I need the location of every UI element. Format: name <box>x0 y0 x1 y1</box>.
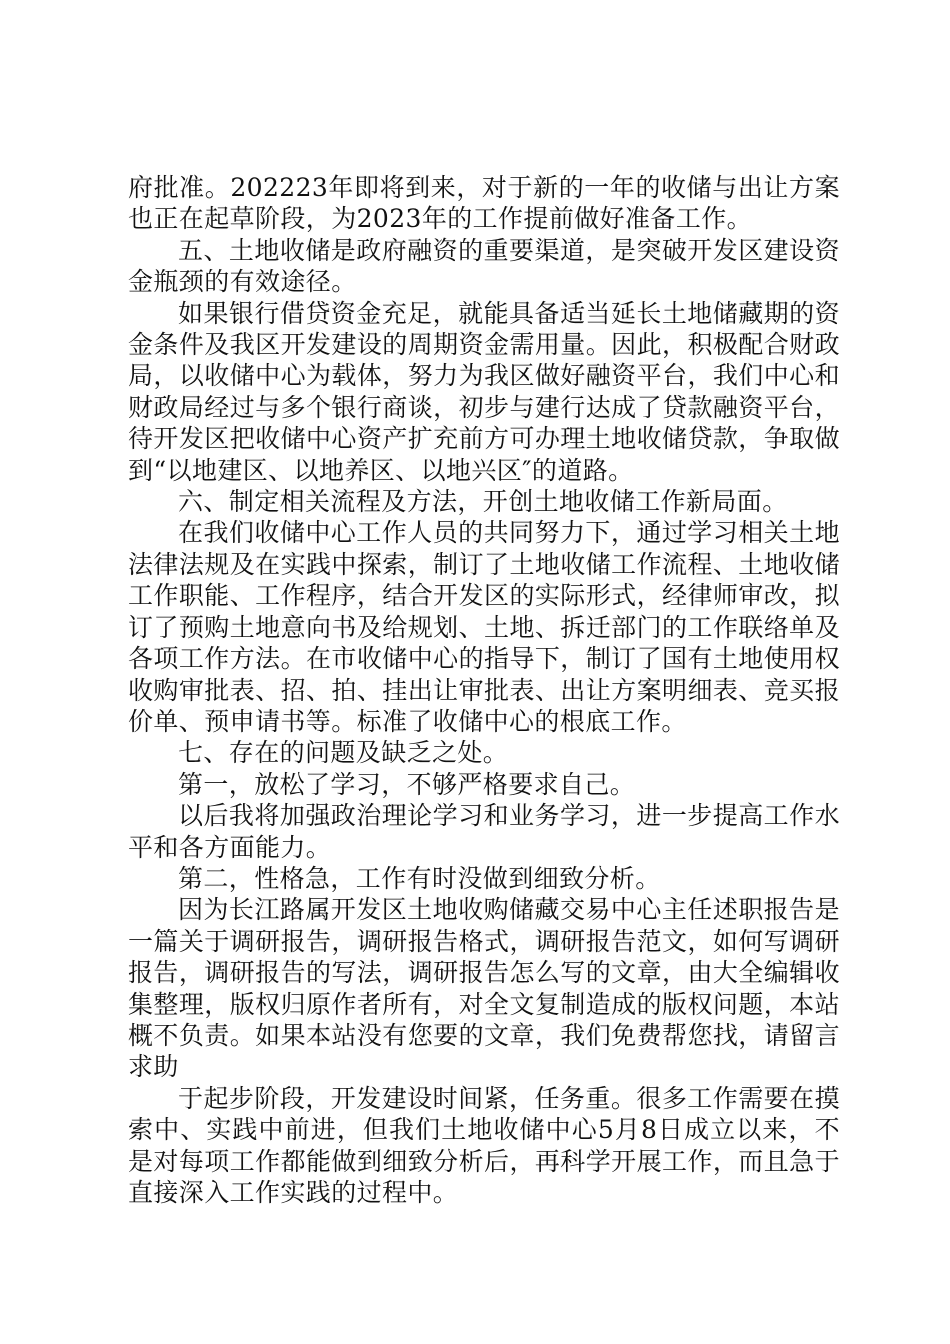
document-body <box>128 172 840 1208</box>
section-heading-5: 五、土地收储是政府融资的重要渠道，是突破开发区建设资金瓶颈的有效途径。 <box>128 235 840 297</box>
section-heading-6: 六、制定相关流程及方法，开创土地收储工作新局面。 <box>178 487 788 517</box>
paragraph: 以后我将加强政治理论学习和业务学习，进一步提高工作水平和各方面能力。 <box>128 801 840 862</box>
paragraph: 第二，性格急，工作有时没做到细致分析。 <box>178 863 661 893</box>
section-heading-7: 七、存在的问题及缺乏之处。 <box>178 738 509 768</box>
paragraph-continuation: 府批准。202223年即将到来，对于新的一年的收储与出让方案也正在起草阶段，为2023年的工作提前做好准备工作。 <box>128 173 840 234</box>
paragraph: 第一，放松了学习，不够严格要求自己。 <box>178 769 636 799</box>
paragraph: 如果银行借贷资金充足，就能具备适当延长土地储藏期的资金条件及我区开发建设的周期资金需用量。因此，积极配合财政局，以收储中心为载体，努力为我区做好融资平台，我们中心和财政局经过与多个银行商谈，初步与建行达成了贷款融资平台，待开发区把收储中心资产扩充前方可办理土地收储贷款，争取做到“以地建区、以地养区、以地兴区″的道路。 <box>128 298 840 485</box>
paragraph: 因为长江路属开发区土地收购储藏交易中心主任述职报告是一篇关于调研报告，调研报告格式，调研报告范文，如何写调研报告，调研报告的写法，调研报告怎么写的文章，由大全编辑收集整理，版权归原作者所有，对全文复制造成的版权问题，本站概不负责。如果本站没有您要的文章，我们免费帮您找，请留言求助 <box>128 895 840 1082</box>
paragraph: 在我们收储中心工作人员的共同努力下，通过学习相关土地法律法规及在实践中探索，制订了土地收储工作流程、土地收储工作职能、工作程序，结合开发区的实际形式，经律师审改，拟订了预购土地意向书及给规划、土地、拆迁部门的工作联络单及各项工作方法。在市收储中心的指导下，制订了国有土地使用权收购审批表、招、拍、挂出让审批表、出让方案明细表、竞买报价单、预申请书等。标准了收储中心的根底工作。 <box>128 518 840 736</box>
paragraph: 于起步阶段，开发建设时间紧，任务重。很多工作需要在摸索中、实践中前进，但我们土地收储中心5月8日成立以来，不是对每项工作都能做到细致分析后，再科学开展工作，而且急于直接深入工作实践的过程中。 <box>128 1083 840 1207</box>
